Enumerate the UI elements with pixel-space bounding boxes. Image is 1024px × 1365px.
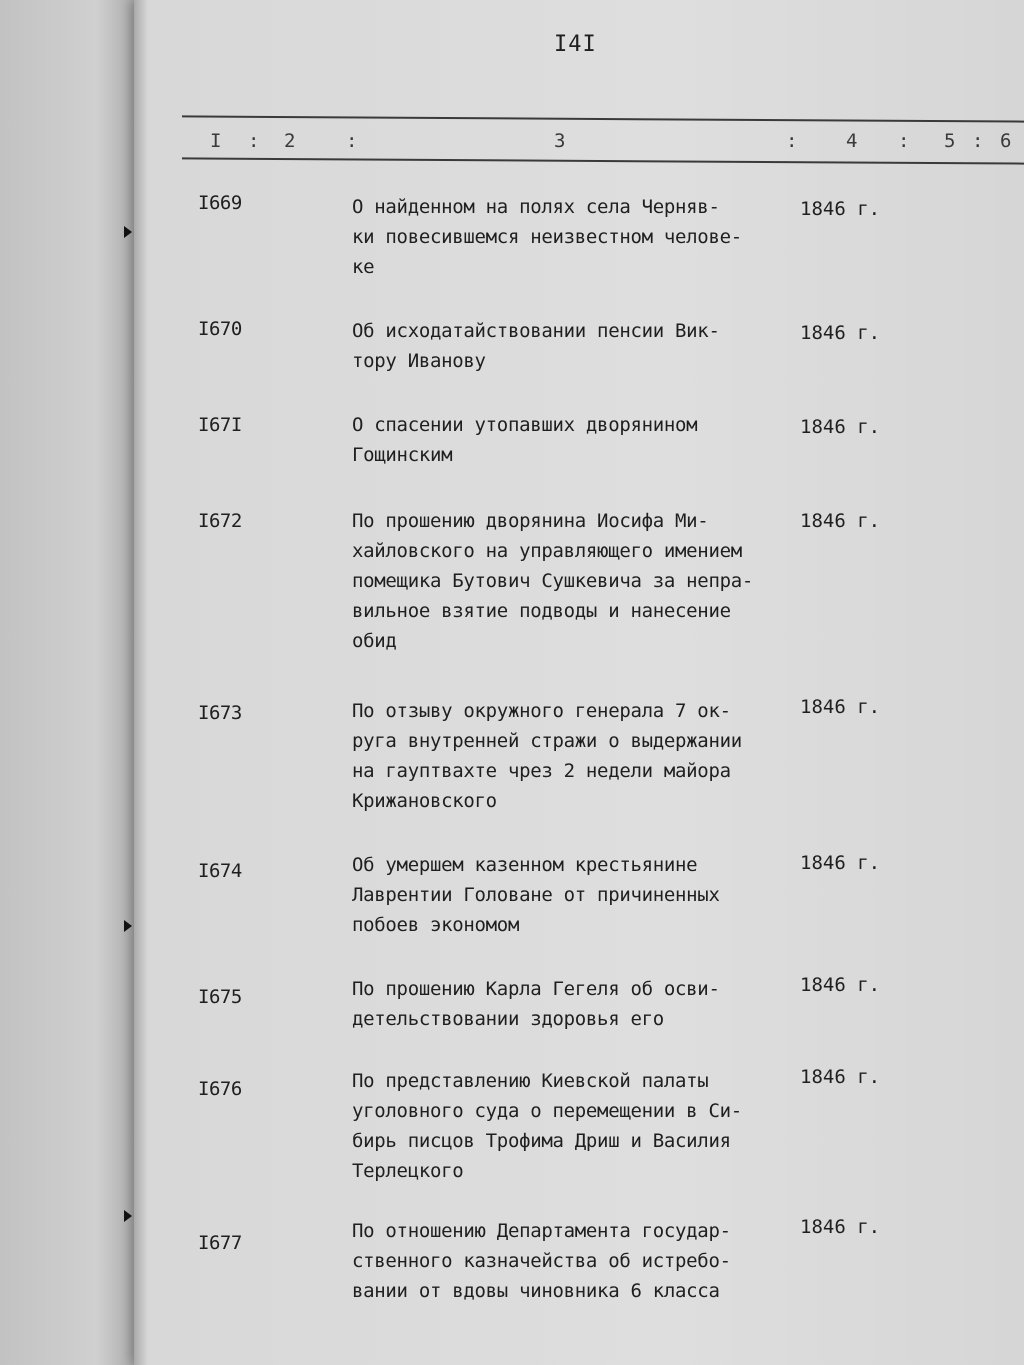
margin-mark-icon bbox=[124, 1210, 132, 1222]
entry-year: 1846 г. bbox=[800, 974, 881, 996]
margin-mark-icon bbox=[124, 920, 132, 932]
entry-description: По прошению Карла Гегеля об осви- детельствовании здоровья его bbox=[352, 978, 720, 1030]
entry-year: 1846 г. bbox=[800, 510, 881, 532]
entry-year: 1846 г. bbox=[800, 1216, 881, 1238]
entry-number: I676 bbox=[198, 1078, 242, 1100]
entry-number: I672 bbox=[198, 510, 242, 532]
entry-number: I675 bbox=[198, 986, 242, 1008]
entry-description: О спасении утопавших дворянином Гощинским bbox=[352, 414, 698, 466]
entry-number: I670 bbox=[198, 318, 242, 340]
entry-description: По отзыву окружного генерала 7 ок- руга внутренней стражи о выдержании на гауптвахте чрез 2 недели майора Крижановского bbox=[352, 700, 742, 812]
entry-description: Об исходатайствовании пенсии Вик- тору Иванову bbox=[352, 320, 720, 372]
entry-number: I677 bbox=[198, 1232, 242, 1254]
entry-number: I67I bbox=[198, 414, 242, 436]
column-header-4: 4 bbox=[846, 130, 858, 152]
column-header-separator: : bbox=[898, 130, 910, 152]
entry-number: I673 bbox=[198, 702, 242, 724]
column-header-5: 5 bbox=[944, 130, 956, 152]
header-top-rule bbox=[182, 115, 1024, 122]
entry-number: I669 bbox=[198, 192, 242, 214]
page-number: I4I bbox=[554, 32, 597, 57]
entry-description: По прошению дворянина Иосифа Ми- хайловского на управляющего имением помещика Бутович Сушкевича за непра- вильное взятие подводы и нанесение обид bbox=[352, 510, 754, 652]
column-header-2: 2 bbox=[284, 130, 296, 152]
column-header-6: 6 bbox=[1000, 130, 1012, 152]
left-page-edge bbox=[0, 0, 138, 1365]
entry-year: 1846 г. bbox=[800, 696, 881, 718]
entry-description: Об умершем казенном крестьянине Лаврентии Головане от причиненных побоев экономом bbox=[352, 854, 720, 936]
column-header-separator: : bbox=[786, 130, 798, 152]
entry-year: 1846 г. bbox=[800, 322, 881, 344]
entry-year: 1846 г. bbox=[800, 852, 881, 874]
column-header-1: I bbox=[210, 130, 222, 152]
entry-year: 1846 г. bbox=[800, 416, 881, 438]
entry-number: I674 bbox=[198, 860, 242, 882]
entry-description: О найденном на полях села Черняв- ки повесившемся неизвестном челове- ке bbox=[352, 196, 742, 278]
entry-description: По представлению Киевской палаты уголовного суда о перемещении в Си- бирь писцов Трофима Дриш и Василия Терлецкого bbox=[352, 1070, 742, 1182]
document-page bbox=[134, 0, 1024, 1365]
column-header-separator: : bbox=[248, 130, 260, 152]
header-bottom-rule bbox=[182, 157, 1024, 164]
margin-mark-icon bbox=[124, 226, 132, 238]
entry-year: 1846 г. bbox=[800, 1066, 881, 1088]
column-header-3: 3 bbox=[554, 130, 566, 152]
entry-year: 1846 г. bbox=[800, 198, 881, 220]
column-header-separator: : bbox=[346, 130, 358, 152]
column-header-separator: : bbox=[972, 130, 984, 152]
entry-description: По отношению Департамента государ- ственного казначейства об истребо- вании от вдовы чиновника 6 класса bbox=[352, 1220, 731, 1302]
